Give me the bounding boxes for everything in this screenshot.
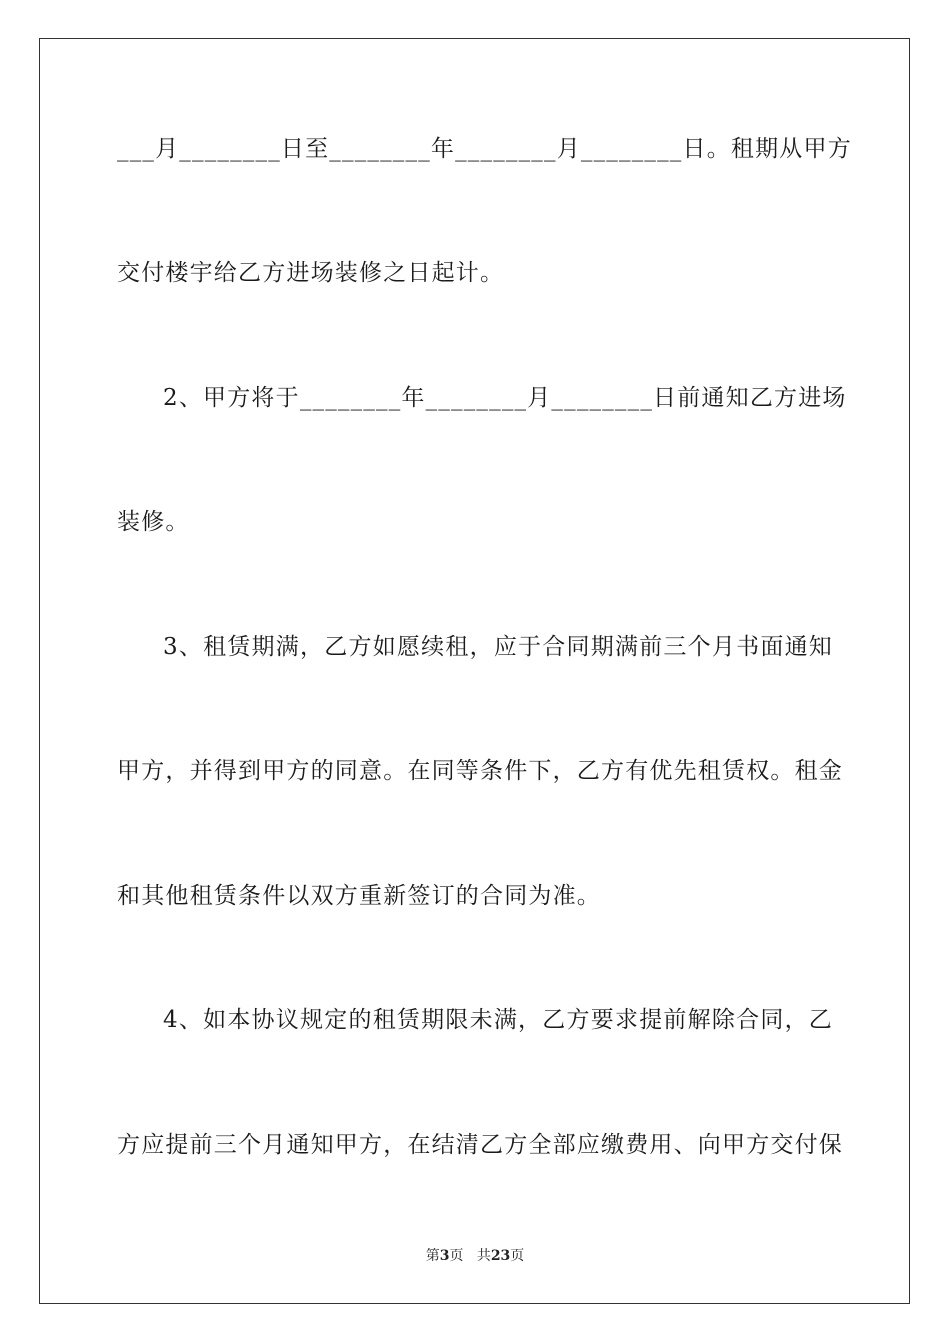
footer-page-suffix: 页 (449, 1248, 464, 1264)
clause-3-line-1: 3、租赁期满，乙方如愿续租，应于合同期满前三个月书面通知 (163, 634, 833, 660)
page-frame (39, 38, 910, 1304)
footer-total-pages: 23 (490, 1248, 511, 1264)
clause-4-line-1: 4、如本协议规定的租赁期限未满，乙方要求提前解除合同，乙 (163, 1007, 833, 1033)
clause-3-line-3: 和其他租赁条件以双方重新签订的合同为准。 (117, 883, 601, 909)
clause-3-line-2: 甲方，并得到甲方的同意。在同等条件下，乙方有优先租赁权。租金 (117, 758, 843, 784)
footer-page-prefix: 第 (425, 1248, 440, 1264)
clause-4-line-2: 方应提前三个月通知甲方，在结清乙方全部应缴费用、向甲方交付保 (117, 1132, 843, 1158)
clause-2-line-2: 装修。 (117, 509, 190, 535)
footer-total-prefix: 共 (476, 1248, 491, 1264)
footer-total-suffix: 页 (510, 1248, 525, 1264)
body-line-2: 交付楼宇给乙方进场装修之日起计。 (117, 260, 505, 286)
page-footer (0, 1247, 950, 1265)
clause-2-line-1: 2、甲方将于________年________月________日前通知乙方进场 (163, 385, 847, 411)
body-line-1: ___月________日至________年________月________日。租期从甲方 (117, 136, 852, 162)
footer-page-number: 3 (439, 1248, 450, 1264)
